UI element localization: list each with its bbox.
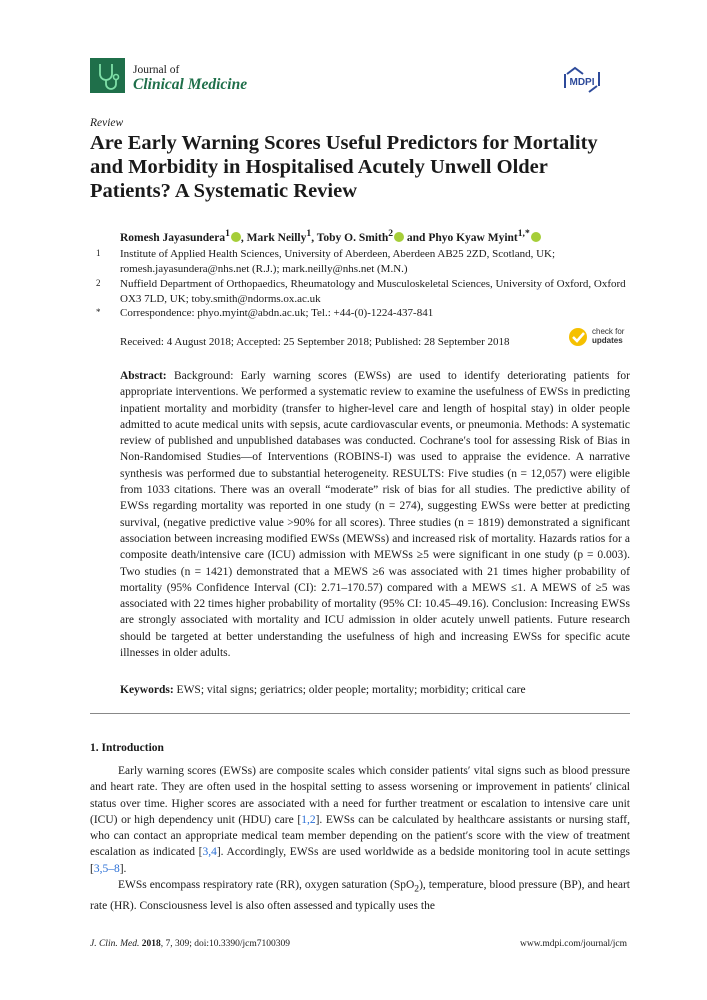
abstract-text: Background: Early warning scores (EWSs) are used to identify deteriorating patients for appropriate interventions. We performed a systematic review to examine the usefulness of EWSs in predicting inpatient mortality and morbidity (transfer to higher-level care and length of hospital stay) in older people admitted to acute medical units with sepsis, acute cardiovascular events, or pneumonia. Methods: A systematic review of published and unpublished databases was conducted. Cochrane′s tool for assessing Risk of Bias in Non-Randomised Studies—of Interventions (ROBINS-I) was used to appraise the evidence. A narrative synthesis was performed due to substantial heterogeneity. RESULTS: Five studies (n = 12,057) were eligible from 1033 citations. There was an overall “moderate” risk of bias for all studies. The predictive ability of EWSs regarding mortality was reported in one study (n = 274), suggesting EWSs were better at predicting survival, (negative predictive value >90% for all scores). Three studies (n = 1819) demonstrated a significant association between increasing modified EWSs (MEWSs) and increased risk of mortality. Hazards ratios for a composite death/intensive care (ICU) admission with MEWSs ≥5 were significant in one study (p = 0.003). Two studies (n = 1421) demonstrated that a MEWS ≥6 was associated with 21 times higher probability of mortality (95% Confidence Interval (CI): 2.71–170.57) compared with a MEWS ≤1. A MEWS of ≥5 was associated with 22 times higher probability of mortality (95% CI: 10.45–49.16). Conclusion: Increasing EWSs are strongly associated with mortality and ICU admission in older acutely unwell patients. Future research should be targeted at better understanding the usefulness of high and increasing EWSs for specific acute illnesses in older adults. [120,370,630,660]
author-separator: , [240,231,247,244]
abstract [120,368,630,661]
subscript: 2 [414,883,420,895]
footer-journal: J. Clin. Med. [90,939,140,949]
text: EWSs encompass respiratory rate (RR), oxygen saturation (SpO [118,879,415,892]
author-affiliation-sup: 1 [225,228,230,239]
keywords [120,684,630,696]
author-affiliation-sup: 2 [388,228,394,239]
divider [90,713,630,714]
author-affiliation-sup: 1,* [517,228,530,239]
affiliation-number: 2 [96,278,101,288]
journal-name: Clinical Medicine [133,76,248,93]
affiliation-number: 1 [96,248,101,258]
paragraph [90,763,630,877]
affiliation-text: Institute of Applied Health Sciences, University of Aberdeen, Aberdeen AB25 2ZD, Scotland, UK; romesh.jayasundera@nhs.net (R.J.); mark.neilly@nhs.net (M.N.) [120,248,556,275]
introduction-body [90,763,630,914]
check-for-updates-badge[interactable] [568,327,643,347]
author-name[interactable]: Phyo Kyaw Myint [428,231,518,244]
author-name[interactable]: Toby O. Smith [316,231,389,244]
footer-citation [90,939,290,949]
text: ), temperature, blood pressure (BP), and heart rate (HR). Consciousness level is also often assessed and typically uses the [90,879,630,912]
correspondence [96,306,630,321]
citation-link[interactable]: 1,2 [301,813,316,826]
keywords-text: EWS; vital signs; geriatrics; older people; mortality; morbidity; critical care [176,684,526,696]
footer-year: 2018 [141,939,161,949]
affiliation-2 [96,277,630,306]
journal-of-label: Journal of [133,64,180,76]
journal-logo-stethoscope-icon [90,58,125,93]
article-type: Review [90,117,124,129]
author-separator: , [311,231,317,244]
text: ]. [119,862,127,875]
orcid-icon[interactable] [231,232,241,242]
publication-dates: Received: 4 August 2018; Accepted: 25 September 2018; Published: 28 September 2018 [120,336,510,348]
text: Early warning scores (EWSs) are composite scales which consider patients′ vital signs such as blood pressure and heart rate. They are often used in the hospital setting to assess worsening or improvement in patients′ clinical status over time. Higher scores are associated with a need for further treatment or escalation to intensive care unit (ICU) or high dependency unit (HDU) care [ [90,765,630,826]
text: ]. EWSs can be calculated by healthcare assistants or nursing staff, who can contact an appropriate medical team member depending on the patient′s score with the view of treatment escalation as indicated [ [90,813,630,859]
author-list [120,228,541,244]
footer-doi: , 7, 309; doi:10.3390/jcm7100309 [160,939,291,949]
citation-link[interactable]: 3,5–8 [93,862,120,875]
section-heading: 1. Introduction [90,742,164,754]
text: ]. Accordingly, EWSs are used worldwide as a bedside monitoring tool in acute settings [ [90,846,630,875]
orcid-icon[interactable] [531,232,541,242]
check-label: check for [592,327,625,336]
footer-url[interactable]: www.mdpi.com/journal/jcm [520,939,628,949]
keywords-label: Keywords: [120,684,174,696]
mdpi-logo [563,66,601,94]
author-separator: and [404,231,429,244]
article-title: Are Early Warning Scores Useful Predictors for Mortality and Morbidity in Hospitalised Acutely Unwell Older Patients? A Systematic Review [90,132,598,202]
affiliation-number: * [96,307,101,317]
affiliation-text: Correspondence: phyo.myint@abdn.ac.uk; Tel.: +44-(0)-1224-437-841 [120,307,434,319]
author-affiliation-sup: 1 [306,228,312,239]
abstract-label: Abstract: [120,370,167,382]
check-badge-icon [568,327,588,347]
affiliation-text: Nuffield Department of Orthopaedics, Rheumatology and Musculoskeletal Sciences, University of Oxford, Oxford OX3 7LD, UK; toby.smith@ndorms.ox.ac.uk [120,278,626,305]
orcid-icon[interactable] [394,232,404,242]
svg-text:MDPI: MDPI [569,77,595,88]
updates-label: updates [592,336,623,345]
citation-link[interactable]: 3,4 [202,846,217,859]
paragraph [90,877,630,914]
affiliation-1 [96,247,630,276]
author-name[interactable]: Mark Neilly [246,231,307,244]
author-name[interactable]: Romesh Jayasundera [120,231,226,244]
